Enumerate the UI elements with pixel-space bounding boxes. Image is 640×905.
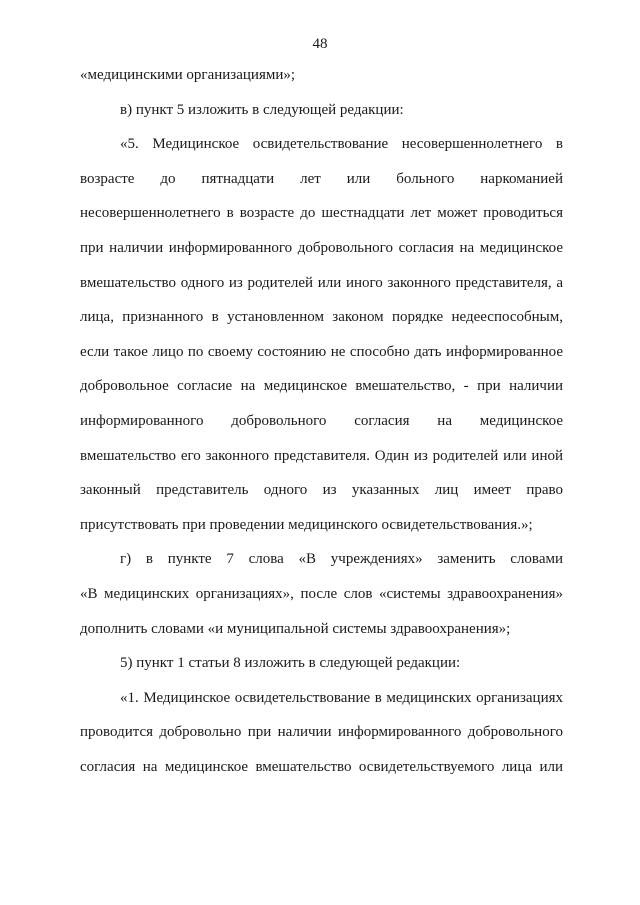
text-line: вмешательство одного из родителей или иного законного представителя, а [80,274,563,291]
text-line: г) в пункте 7 слова «В учреждениях» заменить словами [120,551,563,568]
text-line: дополнить словами «и муниципальной системы здравоохранения»; [80,620,511,637]
text-line: вмешательство его законного представителя. Один из родителей или иной [80,447,563,464]
text-line: несовершеннолетнего в возрасте до шестнадцати лет может проводиться [80,205,563,222]
text-line: если такое лицо по своему состоянию не способно дать информированное [80,343,563,360]
text-line: согласия на медицинское вмешательство освидетельствуемого лица или [80,758,563,775]
text-line: при наличии информированного добровольного согласия на медицинское [80,239,563,256]
text-line: законный представитель одного из указанных лиц имеет право [80,482,563,499]
text-line: добровольное согласие на медицинское вмешательство, - при наличии [80,378,563,395]
text-line: «В медицинских организациях», после слов «системы здравоохранения» [80,585,563,602]
text-line: присутствовать при проведении медицинского освидетельствования.»; [80,516,533,533]
text-line: «медицинскими организациями»; [80,67,296,83]
text-line: лица, признанного в установленном законом порядке недееспособным, [80,309,563,326]
text-line: в) пункт 5 изложить в следующей редакции: [120,101,404,118]
text-line: 5) пункт 1 статьи 8 изложить в следующей редакции: [120,655,461,672]
text-line: информированного добровольного согласия на медицинское [80,412,563,429]
text-line: «1. Медицинское освидетельствование в медицинских организациях [120,689,563,706]
text-line: возрасте до пятнадцати лет или больного наркоманией [80,170,563,187]
page-number: 48 [312,36,328,52]
text-line: «5. Медицинское освидетельствование несовершеннолетнего в [120,136,563,153]
text-line: проводится добровольно при наличии информированного добровольного [80,724,563,741]
document-body [80,58,563,784]
